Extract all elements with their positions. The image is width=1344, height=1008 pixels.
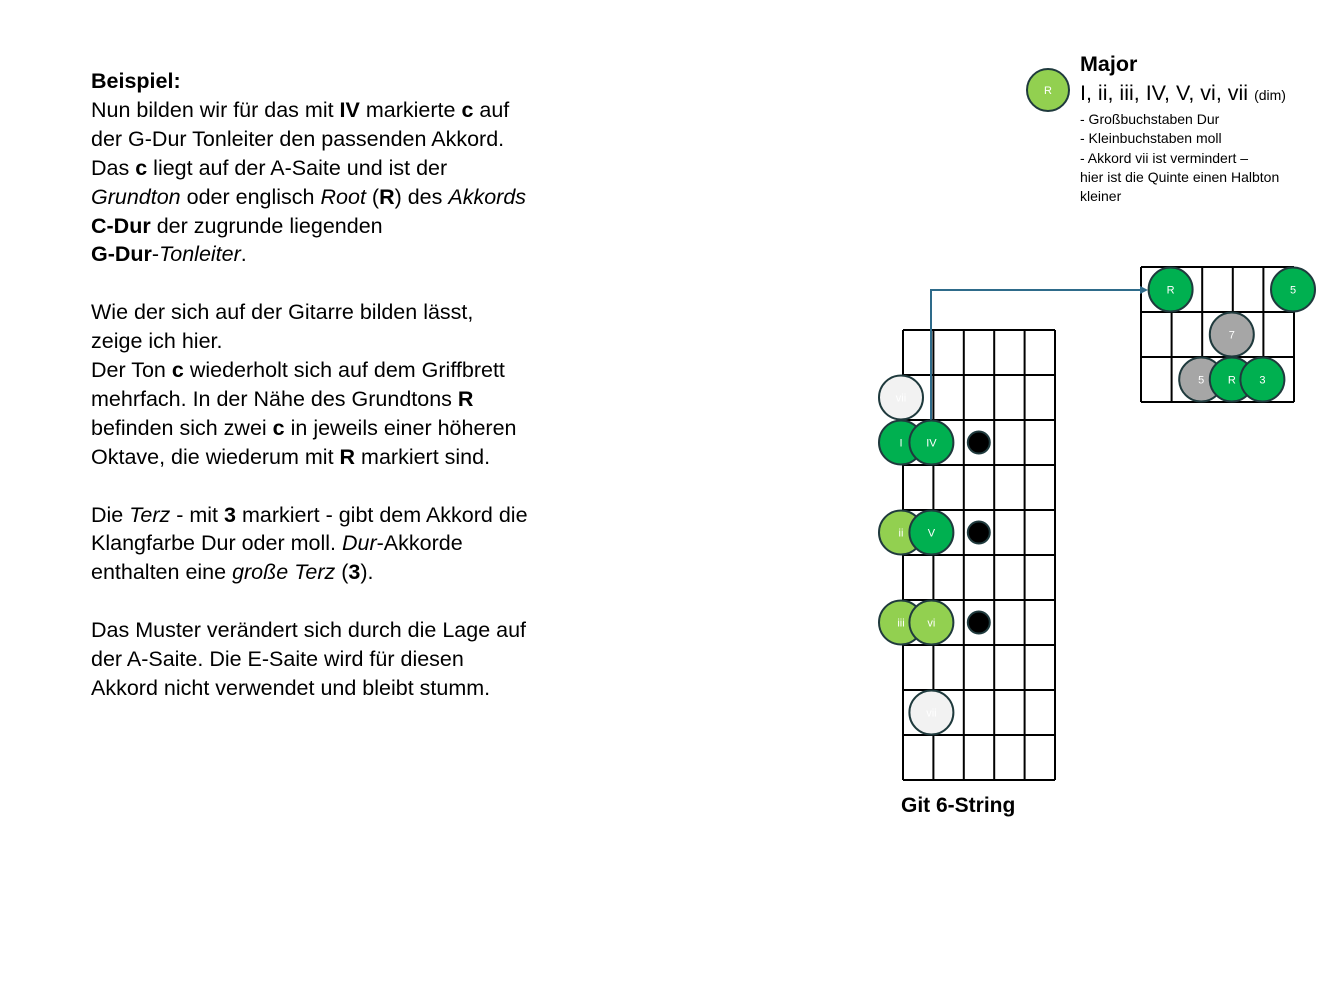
note-label: vi [927,617,936,630]
text-segment: große Terz [232,560,336,585]
text-segment: Tonleiter [159,242,241,267]
text-segment: ( [365,184,380,209]
text-segment: R [457,386,474,411]
text-segment: auf [473,97,510,122]
text-segment: IV [339,97,360,122]
text-segment: c [272,415,285,440]
text-segment: der A-Saite. Die E-Saite wird für diesen [91,647,464,672]
text-segment: mehrfach. In der Nähe des Grundtons [91,386,458,411]
chord-note [1271,268,1315,312]
note-label: 5 [1289,284,1297,297]
legend-note: - Akkord vii ist vermindert – [1080,149,1249,166]
text-segment: c [171,358,184,383]
text-segment: markiert sind. [355,444,491,469]
text-segment: der G-Dur Tonleiter den passenden Akkord. [91,126,505,151]
fretboard-note [879,376,923,420]
text-segment: c [135,155,148,180]
legend-marker [1027,69,1069,111]
fret-inlay-dot [968,432,990,454]
text-segment: Oktave, die wiederum mit [91,444,340,469]
legend-dim-suffix: (dim) [1254,87,1286,103]
legend-note: hier ist die Quinte einen Halbton [1080,168,1280,185]
text-segment: Akkords [448,184,527,209]
fret-inlay-dot [968,612,990,634]
text-segment: Akkord nicht verwendet und bleibt stumm. [91,675,491,700]
fretboard-note [909,691,953,735]
legend-title: Major [1080,52,1138,76]
connector-arrowhead [1140,286,1148,294]
text-segment: enthalten eine [91,560,233,585]
text-segment: Nun bilden wir für das mit [91,97,340,122]
text-segment: markiert - gibt dem Akkord die [235,502,528,527]
fretboard-note [909,601,953,645]
note-label: R [1227,374,1236,387]
text-segment: zeige ich hier. [91,329,223,354]
text-segment: Klangfarbe Dur oder moll. [91,531,342,556]
text-segment: oder englisch [180,184,321,209]
chord-note [1149,268,1193,312]
note-label: IV [926,437,937,450]
connector-arrow [931,290,1140,421]
chord-note [1210,313,1254,357]
chord-note [1240,358,1284,402]
legend-note: kleiner [1080,188,1122,205]
text-segment: c [461,97,474,122]
text-segment: Dur [341,531,377,556]
note-label: V [927,527,936,540]
text-segment: markierte [359,97,462,122]
text-segment: ( [335,560,349,585]
text-segment: . [240,242,247,267]
text-segment: Terz [129,502,171,527]
legend-degrees: I, ii, iii, IV, V, vi, vii [1080,81,1249,105]
text-segment: Wie der sich auf der Gitarre bilden lässt, [91,300,474,325]
text-segment: C-Dur [91,213,151,238]
legend-note: - Großbuchstaben Dur [1080,111,1220,127]
legend-marker-label: R [1044,85,1052,97]
text-segment: in jeweils einer höheren [284,415,517,440]
text-segment: - mit [170,502,225,527]
fretboard-note [909,511,953,555]
text-segment: Grundton [91,184,181,209]
text-segment: - [151,242,160,267]
note-label: 5 [1198,374,1205,387]
text-segment: liegt auf der A-Saite und ist der [147,155,448,180]
text-segment: Die [91,502,130,527]
text-segment: ). [360,560,374,585]
text-segment: 3 [224,502,236,527]
fretboard-note [909,421,953,465]
text-segment: -Akkorde [376,531,463,556]
text-segment: R [379,184,395,209]
note-label: 7 [1228,329,1235,342]
text-segment: G-Dur [91,242,152,267]
text-segment: ) des [394,184,449,209]
note-label: vii [926,707,937,720]
text-segment: R [339,444,356,469]
text-segment: der zugrunde liegenden [150,213,383,238]
note-label: 3 [1259,374,1266,387]
note-label: ii [898,527,904,540]
legend-note: - Kleinbuchstaben moll [1080,130,1222,147]
text-segment: Das [91,155,136,180]
fret-inlay-dot [968,522,990,544]
text-segment: Root [320,184,366,209]
text-segment: Das Muster verändert sich durch die Lage auf [91,618,527,643]
text-segment: Beispiel: [91,69,181,93]
note-label: I [899,437,903,450]
text-segment: befinden sich zwei [91,415,273,440]
text-segment: wiederholt sich auf dem Griffbrett [183,358,505,383]
text-segment: Der Ton [91,358,172,383]
note-label: iii [897,617,905,630]
note-label: R [1166,284,1175,297]
note-label: vii [895,392,907,405]
fretboard-label: Git 6-String [901,794,1016,817]
text-segment: 3 [348,560,361,585]
